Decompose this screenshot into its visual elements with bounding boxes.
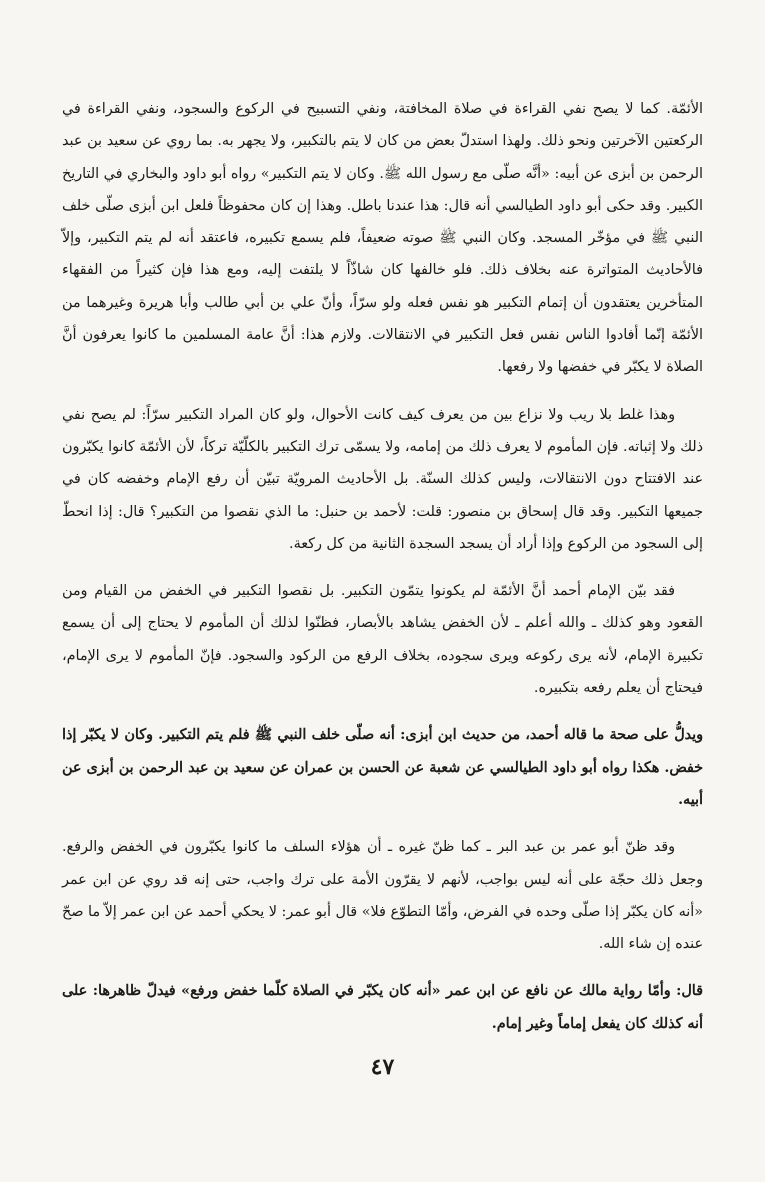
paragraph-6: قال: وأمّا رواية مالك عن نافع عن ابن عمر «أنه كان يكبّر في الصلاة كلّما خفض ورفع» فيدلّ ظاهرها: على أنه كذلك كان يفعل إماماً وغير إمام. bbox=[62, 983, 703, 1032]
paragraph-4: ويدلُّ على صحة ما قاله أحمد، من حديث ابن أبزى: أنه صلّى خلف النبي ﷺ فلم يتم التكبير. وكان لا يكبّر إذا خفض. هكذا رواه أبو داود الطيالسي عن شعبة عن الحسن بن عمران عن سعيد بن عبد الرحمن بن أبزى عن أبيه. bbox=[62, 727, 703, 808]
paragraph-3: فقد بيّن الإمام أحمد أنَّ الأئمّة لم يكونوا يتمّون التكبير. بل نقصوا التكبير في الخفض من القيام ومن القعود وهو كذلك ـ والله أعلم ـ لأن الخفض يشاهد بالأبصار، فظنّوا لذلك أن المأموم لا يحتاج إلى أن يسمع تكبيرة الإمام، لأنه يرى ركوعه ويرى سجوده، بخلاف الرفع من الركود والسجود. فإنّ المأموم لا يرى الإمام، فيحتاج أن يعلم رفعه بتكبيره. bbox=[62, 583, 703, 697]
page-body bbox=[62, 93, 703, 1055]
paragraph-2: وهذا غلط بلا ريب ولا نزاع بين من يعرف كيف كانت الأحوال، ولو كان المراد التكبير سرّاً: لم يصح نفي ذلك ولا إثباته. فإن المأموم لا يعرف ذلك من إمامه، ولا يسمّى ترك التكبير بالكلّيّة تركاً، لأن الأئمّة كانوا يكبّرون عند الافتتاح دون الانتقالات، وليس كذلك السنّة. بل الأحاديث المرويّة تبيّن أن رفع الإمام وخفضه كان في جميعها التكبير. وقد قال إسحاق بن منصور: قلت: لأحمد بن حنبل: ما الذي نقصوا من التكبير؟ قال: إذا انحطّ إلى السجود من الركوع وإذا أراد أن يسجد السجدة الثانية من كل ركعة. bbox=[62, 406, 703, 552]
page-number: ٤٧ bbox=[370, 1054, 395, 1080]
paragraph-1: الأئمّة. كما لا يصح نفي القراءة في صلاة المخافتة، ونفي التسبيح في الركوع والسجود، ونفي القراءة في الركعتين الآخرتين ونحو ذلك. ولهذا استدلّ بعض من كان لا يتم بالتكبير، ولا يجهر به. بما روي عن سعيد بن عبد الرحمن بن أبزى عن أبيه: «أنَّه صلّى مع رسول الله ﷺ. وكان لا يتم التكبير» رواه أبو داود والبخاري في التاريخ الكبير. وقد حكى أبو داود الطيالسي أنه قال: هذا عندنا باطل. وهذا إن كان محفوظاً فلعل ابن أبزى صلّى خلف النبي ﷺ في مؤخّر المسجد. وكان النبي ﷺ صوته ضعيفاً، فلم يسمع تكبيره، فاعتقد أنه لم يتم التكبير، وإلاّ فالأحاديث المتواترة عنه بخلاف ذلك. فلو خالفها كان شاذّاً لا يلتفت إليه، ومع هذا فإن كثيراً من الفقهاء المتأخرين يعتقدون أن إتمام التكبير هو نفس فعله ولو سرّاً، وأنّ علي بن أبي طالب وأبا هريرة وغيرهما من الأئمّة إنّما أفادوا الناس نفس فعل التكبير في الانتقالات. ولازم هذا: أنَّ عامة المسلمين ما كانوا يعرفون أنَّ الصلاة لا يكبّر في خفضها ولا رفعها. bbox=[62, 101, 703, 376]
paragraph-5: وقد ظنّ أبو عمر بن عبد البر ـ كما ظنّ غيره ـ أن هؤلاء السلف ما كانوا يكبّرون في الخفض والرفع. وجعل ذلك حجّة على أنه ليس بواجب، لأنهم لا يقرّون الأمة على ترك واجب، حتى إنه قد روي عن ابن عمر «أنه كان يكبّر إذا صلّى وحده في الفرض، وأمّا التطوّع فلا» قال أبو عمر: لا يحكي أحمد عن ابن عمر إلاّ ما صحّ عنده إن شاء الله. bbox=[62, 839, 703, 953]
